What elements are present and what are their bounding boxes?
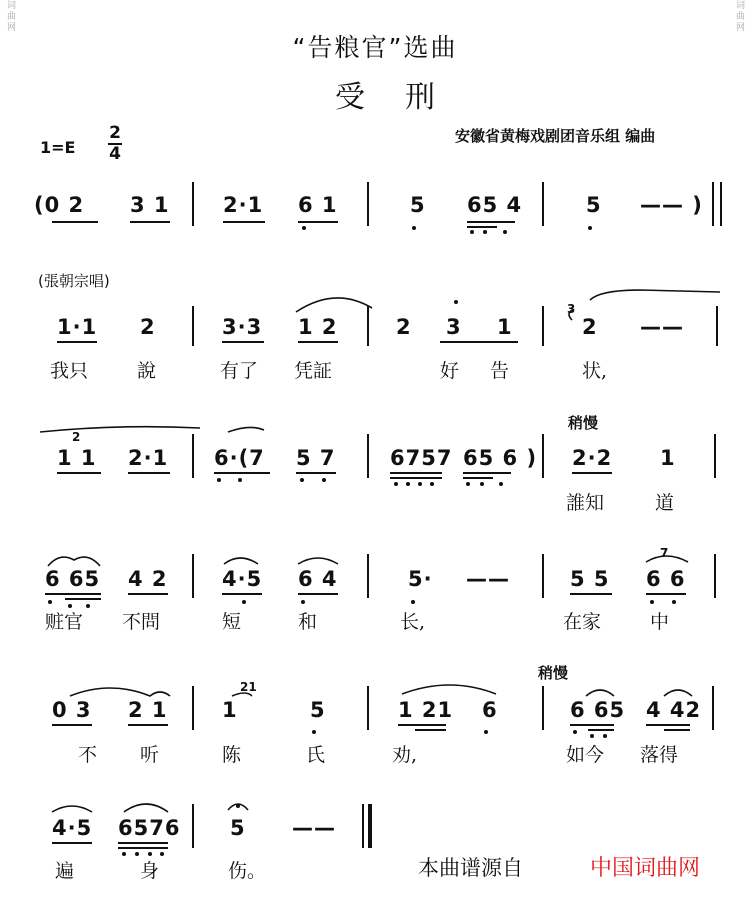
slur — [586, 690, 614, 696]
note-group: 6576 — [118, 816, 181, 840]
grace-note: 7 — [660, 546, 669, 560]
grace-note: 3 — [567, 302, 576, 316]
slur — [296, 298, 372, 312]
note-group: 6·(7 — [214, 446, 265, 470]
lyric: 道 — [655, 492, 675, 514]
note-group: 3·3 — [222, 315, 263, 339]
note-group: 1 21 — [398, 698, 454, 722]
note-group: 2·1 — [223, 193, 264, 217]
grace-hook — [569, 310, 572, 320]
key-signature: 1=E — [40, 138, 76, 157]
fermata-dot — [236, 804, 240, 808]
note: 1 — [222, 698, 238, 722]
lyric: 落得 — [640, 744, 679, 766]
lyric: 状, — [582, 360, 608, 382]
lyric: 有了 — [220, 360, 259, 382]
note-group: 1·1 — [57, 315, 98, 339]
slur — [40, 427, 200, 432]
lyric: 在家 — [563, 611, 602, 633]
slur — [228, 427, 264, 432]
page-subtitle: 受刑 — [335, 80, 475, 115]
tempo-mark: 稍慢 — [538, 664, 569, 682]
note-group: 0 3 — [52, 698, 92, 722]
note-group: 6 1 — [298, 193, 338, 217]
note: 5 — [586, 193, 602, 217]
lyric: 中 — [650, 611, 670, 633]
slur — [402, 685, 496, 694]
lyric: 长, — [400, 611, 426, 633]
slur — [52, 806, 92, 812]
watermark-right: 词曲网 — [734, 0, 744, 33]
note-group: 6 4 — [298, 567, 338, 591]
note: 2 — [582, 315, 598, 339]
note-group: 1 2 — [298, 315, 338, 339]
watermark-left: 词曲网 — [5, 0, 15, 33]
source-label: 本曲谱源自 — [418, 856, 523, 880]
note-group: 65 6 ) — [463, 446, 538, 470]
note-group: 5 5 — [570, 567, 610, 591]
note-group: 2·1 — [128, 446, 169, 470]
slur — [664, 690, 692, 696]
slur — [590, 290, 720, 300]
note-group: 65 4 — [467, 193, 523, 217]
lyric: 凭証 — [294, 360, 333, 382]
note-group: 6757 — [390, 446, 453, 470]
note-group: 6 65 — [570, 698, 626, 722]
lyric: 陈 — [222, 744, 242, 766]
credit-line: 安徽省黄梅戏剧团音乐组 编曲 — [455, 127, 656, 145]
grace-note: 21 — [240, 680, 257, 694]
lyric: 好 — [440, 360, 460, 382]
note: 5· — [408, 567, 433, 591]
lyric: 和 — [298, 611, 318, 633]
lyric: 赃官 — [45, 611, 84, 633]
note: 5 — [230, 816, 246, 840]
lyric: 誰知 — [566, 492, 605, 514]
note-group: 5 7 — [296, 446, 336, 470]
time-signature: 2 4 — [109, 123, 121, 164]
lyric: 劝, — [392, 744, 418, 766]
grace-hook — [232, 693, 252, 696]
note-group: 6 6 — [646, 567, 686, 591]
lyric: 不 — [78, 744, 98, 766]
note-group: 4·5 — [52, 816, 93, 840]
note: 3 — [446, 315, 462, 339]
lyric: 伤。 — [228, 860, 267, 882]
lyric: 短 — [222, 611, 242, 633]
note: 1 — [497, 315, 513, 339]
grace-note: 2 — [72, 430, 81, 444]
note-group: 2 1 — [128, 698, 168, 722]
lyric: 身 — [140, 860, 160, 882]
lyric: 我只 — [50, 360, 89, 382]
slur — [298, 558, 338, 564]
note-group: 4·5 — [222, 567, 263, 591]
note: 6 — [482, 698, 498, 722]
lyric: 氏 — [306, 744, 326, 766]
note-group: 2·2 — [572, 446, 613, 470]
lyric: 告 — [490, 360, 510, 382]
slur — [224, 558, 258, 564]
note-group: 6 65 — [45, 567, 101, 591]
slur — [124, 804, 168, 812]
slur — [70, 688, 170, 696]
note-group: 3 1 — [130, 193, 170, 217]
dash-hold: —— ) — [640, 193, 703, 217]
dash-hold: —— — [640, 315, 684, 339]
slur — [48, 557, 100, 566]
dash-hold: —— — [466, 567, 510, 591]
note: 2 — [140, 315, 156, 339]
site-link[interactable]: 中国词曲网 — [590, 856, 701, 881]
slur — [646, 556, 688, 562]
note-group: 4 42 — [646, 698, 702, 722]
dash-hold: —— — [292, 816, 336, 840]
lyric: 遍 — [55, 860, 75, 882]
lyric: 如今 — [566, 744, 605, 766]
note-group: 1 1 — [57, 446, 97, 470]
singer-label: (張朝宗唱) — [38, 272, 110, 290]
note: 1 — [660, 446, 676, 470]
note-group: 4 2 — [128, 567, 168, 591]
page-title: “告粮官”选曲 — [292, 33, 458, 62]
tempo-mark: 稍慢 — [568, 414, 599, 432]
note: 5 — [310, 698, 326, 722]
lyric: 說 — [137, 360, 157, 382]
note: 2 — [396, 315, 412, 339]
lyric: 不問 — [122, 611, 161, 633]
note: 5 — [410, 193, 426, 217]
lyric: 听 — [140, 744, 160, 766]
note-group: (0 2 — [34, 193, 85, 217]
